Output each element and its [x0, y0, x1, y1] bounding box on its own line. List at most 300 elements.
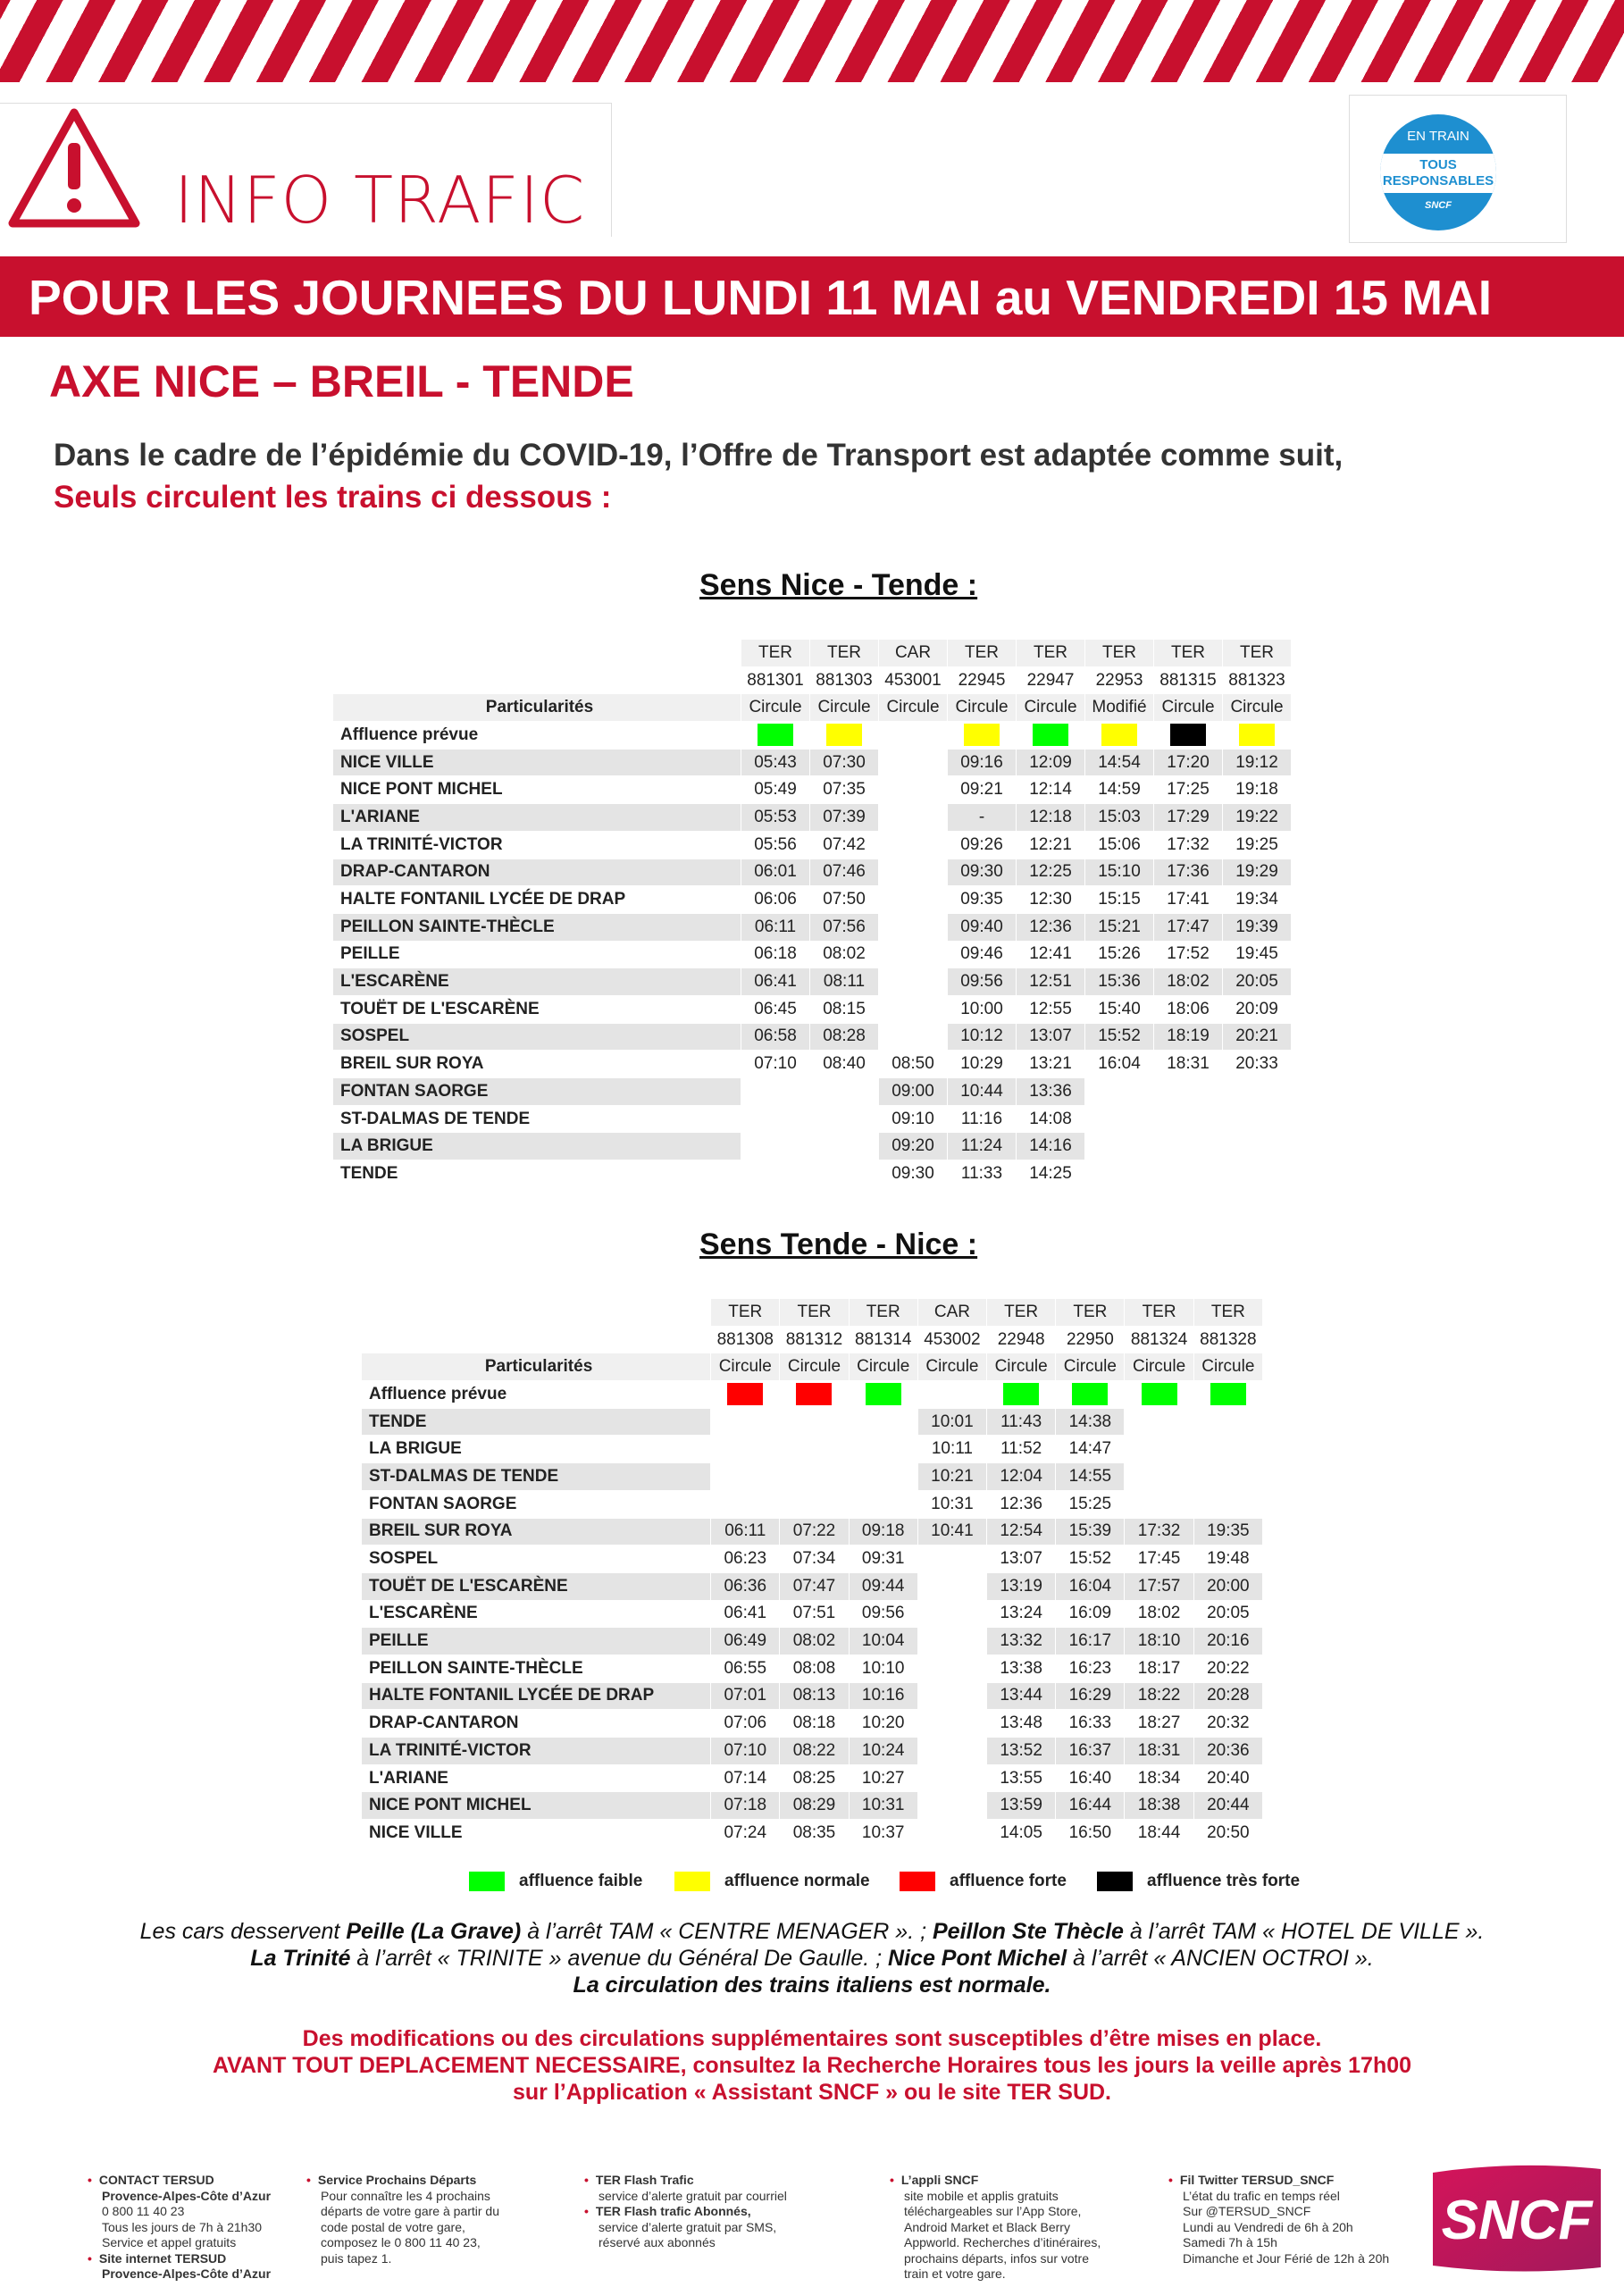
- departure-time: [711, 1408, 780, 1436]
- station-name: NICE PONT MICHEL: [362, 1792, 711, 1820]
- departure-time: 14:05: [987, 1820, 1056, 1847]
- departure-time: 12:30: [1017, 886, 1085, 914]
- station-name: TENDE: [333, 1160, 741, 1188]
- departure-time: 17:20: [1154, 749, 1223, 776]
- departure-time: [741, 1105, 810, 1133]
- departure-time: -: [948, 804, 1017, 832]
- departure-time: [917, 1546, 986, 1573]
- departure-time: 20:36: [1193, 1738, 1262, 1765]
- departure-time: [1223, 1105, 1292, 1133]
- departure-time: 06:55: [711, 1655, 780, 1682]
- departure-time: [879, 831, 948, 859]
- departure-time: 18:27: [1125, 1710, 1193, 1738]
- station-name: FONTAN SAORGE: [333, 1078, 741, 1106]
- departure-time: 19:39: [1223, 913, 1292, 941]
- departure-time: 20:40: [1193, 1764, 1262, 1792]
- departure-time: [849, 1463, 917, 1491]
- departure-time: 11:33: [948, 1160, 1017, 1188]
- train-number: 22947: [1017, 666, 1085, 694]
- train-type: TER: [741, 640, 810, 667]
- departure-time: 12:36: [987, 1490, 1056, 1518]
- departure-time: [1125, 1490, 1193, 1518]
- warning-line3: sur l’Application « Assistant SNCF » ou le site TER SUD.: [512, 2080, 1112, 2105]
- station-row: [362, 1820, 1263, 1847]
- particularites-label: Particularités: [333, 694, 741, 722]
- departure-time: 09:30: [948, 859, 1017, 886]
- departure-time: 07:18: [711, 1792, 780, 1820]
- status-row: [333, 694, 1292, 722]
- station-name: BREIL SUR ROYA: [333, 1051, 741, 1078]
- departure-time: 19:45: [1223, 941, 1292, 968]
- affluence-green-swatch: [1142, 1383, 1177, 1405]
- intro-line1: Dans le cadre de l’épidémie du COVID-19, l’Offre de Transport est adaptée comme suit,: [54, 438, 1344, 473]
- departure-time: 19:35: [1193, 1518, 1262, 1546]
- departure-time: 10:10: [849, 1655, 917, 1682]
- station-name: HALTE FONTANIL LYCÉE DE DRAP: [333, 886, 741, 914]
- departure-time: 16:33: [1056, 1710, 1125, 1738]
- departure-time: [741, 1078, 810, 1106]
- departure-time: 10:01: [917, 1408, 986, 1436]
- departure-time: 07:46: [810, 859, 879, 886]
- departure-time: [917, 1682, 986, 1710]
- departure-time: [849, 1436, 917, 1463]
- station-name: PEILLE: [362, 1628, 711, 1655]
- affluence-label: Affluence prévue: [362, 1381, 711, 1409]
- train-number-row: [362, 1326, 1263, 1353]
- departure-time: 18:19: [1154, 1023, 1223, 1051]
- station-name: BREIL SUR ROYA: [362, 1518, 711, 1546]
- train-status: Circule: [711, 1353, 780, 1381]
- departure-time: [849, 1408, 917, 1436]
- train-type: CAR: [879, 640, 948, 667]
- departure-time: 06:41: [711, 1600, 780, 1628]
- note-line1: Les cars desservent Peille (La Grave) à l’arrêt TAM « CENTRE MENAGER ». ; Peillon Ste Thècle à l’arrêt TAM « HOTEL DE VILLE ».: [139, 1919, 1485, 1944]
- station-row: [333, 1133, 1292, 1160]
- header-blank: [333, 640, 741, 667]
- train-type: TER: [849, 1299, 917, 1327]
- train-status: Circule: [780, 1353, 849, 1381]
- departure-time: 07:01: [711, 1682, 780, 1710]
- departure-time: 15:26: [1085, 941, 1154, 968]
- train-status: Circule: [879, 694, 948, 722]
- departure-time: [780, 1408, 849, 1436]
- departure-time: [1193, 1408, 1262, 1436]
- station-name: ST-DALMAS DE TENDE: [362, 1463, 711, 1491]
- affluence-cell: [741, 722, 810, 750]
- footer-prochains-departs: • Service Prochains Départs Pour connaître les 4 prochains départs de votre gare à partir du code postal de votre gare, composez le 0 800 11 40 23, puis tapez 1.: [321, 2173, 499, 2266]
- departure-time: 19:34: [1223, 886, 1292, 914]
- departure-time: 20:28: [1193, 1682, 1262, 1710]
- departure-time: 20:33: [1223, 1051, 1292, 1078]
- train-status: Circule: [849, 1353, 917, 1381]
- departure-time: 18:34: [1125, 1764, 1193, 1792]
- train-type: TER: [1125, 1299, 1193, 1327]
- footer-twitter: • Fil Twitter TERSUD_SNCF L’état du trafic en temps réel Sur @TERSUD_SNCF Lundi au Vendredi de 6h à 20h Samedi 7h à 15h Dimanche et Jour Férié de 12h à 20h: [1183, 2173, 1389, 2266]
- train-type: TER: [1017, 640, 1085, 667]
- departure-time: 12:14: [1017, 776, 1085, 804]
- station-name: TENDE: [362, 1408, 711, 1436]
- train-status: Modifié: [1085, 694, 1154, 722]
- departure-time: 13:38: [987, 1655, 1056, 1682]
- train-status: Circule: [948, 694, 1017, 722]
- departure-time: 11:43: [987, 1408, 1056, 1436]
- footer-appli-sncf: • L’appli SNCF site mobile et applis gratuits téléchargeables sur l’App Store, Android Market et Black Berry Appworld. Recherches d’itinéraires, prochains départs, infos sur votre train et votre gare.: [904, 2173, 1101, 2283]
- departure-time: [879, 913, 948, 941]
- affluence-green-swatch: [1072, 1383, 1108, 1405]
- departure-time: 09:44: [849, 1572, 917, 1600]
- departure-time: 14:25: [1017, 1160, 1085, 1188]
- departure-time: 19:12: [1223, 749, 1292, 776]
- station-row: [362, 1572, 1263, 1600]
- departure-time: 13:36: [1017, 1078, 1085, 1106]
- train-type: TER: [711, 1299, 780, 1327]
- departure-time: 06:11: [741, 913, 810, 941]
- legend-swatch-green: [469, 1872, 505, 1891]
- departure-time: 18:10: [1125, 1628, 1193, 1655]
- departure-time: 18:31: [1154, 1051, 1223, 1078]
- departure-time: 18:31: [1125, 1738, 1193, 1765]
- departure-time: 12:51: [1017, 968, 1085, 996]
- departure-time: 05:56: [741, 831, 810, 859]
- legend-label: affluence faible: [519, 1872, 643, 1890]
- departure-time: [810, 1133, 879, 1160]
- departure-time: [1125, 1436, 1193, 1463]
- header-stripes: [0, 0, 1624, 82]
- departure-time: [711, 1436, 780, 1463]
- departure-time: 15:52: [1085, 1023, 1154, 1051]
- departure-time: 09:21: [948, 776, 1017, 804]
- departure-time: 17:45: [1125, 1546, 1193, 1573]
- affluence-green-swatch: [758, 724, 793, 746]
- train-type: TER: [1085, 640, 1154, 667]
- affluence-green-swatch: [1033, 724, 1068, 746]
- departure-time: [917, 1792, 986, 1820]
- station-name: ST-DALMAS DE TENDE: [333, 1105, 741, 1133]
- departure-time: [1085, 1133, 1154, 1160]
- train-number: 453002: [917, 1326, 986, 1353]
- affluence-cell: [987, 1381, 1056, 1409]
- departure-time: 09:10: [879, 1105, 948, 1133]
- sncf-logo-text: SNCF: [1441, 2190, 1593, 2251]
- departure-time: 08:25: [780, 1764, 849, 1792]
- departure-time: 12:54: [987, 1518, 1056, 1546]
- departure-time: 13:52: [987, 1738, 1056, 1765]
- tous-responsables-badge: [1380, 114, 1496, 230]
- train-number: 881312: [780, 1326, 849, 1353]
- departure-time: 06:49: [711, 1628, 780, 1655]
- train-type-row: [333, 640, 1292, 667]
- departure-time: 14:47: [1056, 1436, 1125, 1463]
- station-row: [362, 1463, 1263, 1491]
- station-row: [362, 1628, 1263, 1655]
- station-row: [333, 886, 1292, 914]
- departure-time: 10:44: [948, 1078, 1017, 1106]
- departure-time: [741, 1133, 810, 1160]
- departure-time: 09:20: [879, 1133, 948, 1160]
- departure-time: 08:40: [810, 1051, 879, 1078]
- train-number: 881323: [1223, 666, 1292, 694]
- departure-time: 19:18: [1223, 776, 1292, 804]
- departure-time: 12:55: [1017, 995, 1085, 1023]
- station-row: [362, 1490, 1263, 1518]
- station-row: [333, 831, 1292, 859]
- train-type: CAR: [917, 1299, 986, 1327]
- departure-time: 20:16: [1193, 1628, 1262, 1655]
- axe-title: AXE NICE – BREIL - TENDE: [49, 356, 634, 406]
- departure-time: 12:04: [987, 1463, 1056, 1491]
- warning-line2: AVANT TOUT DEPLACEMENT NECESSAIRE, consultez la Recherche Horaires tous les jours la veille après 17h00: [212, 2053, 1412, 2078]
- departure-time: [879, 968, 948, 996]
- train-status: Circule: [1056, 1353, 1125, 1381]
- affluence-green-swatch: [1003, 1383, 1039, 1405]
- departure-time: 16:17: [1056, 1628, 1125, 1655]
- departure-time: 18:06: [1154, 995, 1223, 1023]
- station-row: [362, 1546, 1263, 1573]
- note-line3: La circulation des trains italiens est normale.: [573, 1973, 1051, 1998]
- station-row: [333, 859, 1292, 886]
- departure-time: 10:20: [849, 1710, 917, 1738]
- departure-time: 10:37: [849, 1820, 917, 1847]
- departure-time: 14:59: [1085, 776, 1154, 804]
- station-row: [333, 968, 1292, 996]
- departure-time: 19:48: [1193, 1546, 1262, 1573]
- departure-time: 10:31: [917, 1490, 986, 1518]
- legend-item: [900, 1872, 1067, 1891]
- departure-time: 09:00: [879, 1078, 948, 1106]
- departure-time: 13:48: [987, 1710, 1056, 1738]
- departure-time: 09:35: [948, 886, 1017, 914]
- departure-time: [879, 995, 948, 1023]
- station-name: LA BRIGUE: [362, 1436, 711, 1463]
- departure-time: 17:25: [1154, 776, 1223, 804]
- departure-time: 09:26: [948, 831, 1017, 859]
- departure-time: 10:27: [849, 1764, 917, 1792]
- affluence-cell: [810, 722, 879, 750]
- departure-time: 07:34: [780, 1546, 849, 1573]
- train-type: TER: [1223, 640, 1292, 667]
- affluence-red-swatch: [796, 1383, 832, 1405]
- train-status: Circule: [810, 694, 879, 722]
- departure-time: [810, 1160, 879, 1188]
- departure-time: 12:09: [1017, 749, 1085, 776]
- station-name: FONTAN SAORGE: [362, 1490, 711, 1518]
- station-name: LA TRINITÉ-VICTOR: [362, 1738, 711, 1765]
- legend-item: [469, 1872, 642, 1891]
- departure-time: 08:28: [810, 1023, 879, 1051]
- station-row: [333, 995, 1292, 1023]
- affluence-yellow-swatch: [1101, 724, 1137, 746]
- departure-time: [711, 1463, 780, 1491]
- departure-time: [1154, 1133, 1223, 1160]
- departure-time: 15:25: [1056, 1490, 1125, 1518]
- station-name: TOUËT DE L'ESCARÈNE: [333, 995, 741, 1023]
- affluence-row: [333, 722, 1292, 750]
- timetable-tende-nice: [361, 1298, 1263, 1847]
- status-row: [362, 1353, 1263, 1381]
- departure-time: 15:15: [1085, 886, 1154, 914]
- departure-time: 06:06: [741, 886, 810, 914]
- departure-time: 10:41: [917, 1518, 986, 1546]
- departure-time: 20:05: [1223, 968, 1292, 996]
- departure-time: 07:39: [810, 804, 879, 832]
- departure-time: 13:32: [987, 1628, 1056, 1655]
- footer-flash-trafic: • TER Flash Trafic service d’alerte gratuit par courriel • TER Flash trafic Abonnés, service d’alerte gratuit par SMS, réservé aux abonnés: [599, 2173, 787, 2251]
- departure-time: 07:10: [711, 1738, 780, 1765]
- header-blank: [362, 1326, 711, 1353]
- timetable-nice-tende: [332, 639, 1292, 1188]
- departure-time: [810, 1078, 879, 1106]
- departure-time: 13:19: [987, 1572, 1056, 1600]
- departure-time: 17:41: [1154, 886, 1223, 914]
- departure-time: 08:18: [780, 1710, 849, 1738]
- station-name: LA BRIGUE: [333, 1133, 741, 1160]
- page-title: INFO TRAFIC: [174, 163, 586, 238]
- affluence-cell: [879, 722, 948, 750]
- departure-time: 06:23: [711, 1546, 780, 1573]
- departure-time: 15:40: [1085, 995, 1154, 1023]
- affluence-cell: [1125, 1381, 1193, 1409]
- note-line2: La Trinité à l’arrêt « TRINITE » avenue du Général De Gaulle. ; Nice Pont Michel à l’arrêt « ANCIEN OCTROI ».: [250, 1946, 1374, 1971]
- station-row: [362, 1518, 1263, 1546]
- train-status: Circule: [1017, 694, 1085, 722]
- departure-time: 19:25: [1223, 831, 1292, 859]
- station-row: [333, 1105, 1292, 1133]
- departure-time: [879, 804, 948, 832]
- affluence-green-swatch: [1210, 1383, 1246, 1405]
- departure-time: [1223, 1160, 1292, 1188]
- affluence-row: [362, 1381, 1263, 1409]
- affluence-green-swatch: [866, 1383, 901, 1405]
- station-row: [333, 1078, 1292, 1106]
- warning-line1: Des modifications ou des circulations supplémentaires sont susceptibles d’être mises en place.: [302, 2026, 1322, 2051]
- date-banner-text: POUR LES JOURNEES DU LUNDI 11 MAI au VENDREDI 15 MAI: [29, 270, 1493, 325]
- header-blank: [333, 666, 741, 694]
- station-name: HALTE FONTANIL LYCÉE DE DRAP: [362, 1682, 711, 1710]
- departure-time: [849, 1490, 917, 1518]
- departure-time: 12:21: [1017, 831, 1085, 859]
- train-number: 881314: [849, 1326, 917, 1353]
- departure-time: [1193, 1463, 1262, 1491]
- train-number-row: [333, 666, 1292, 694]
- departure-time: 06:41: [741, 968, 810, 996]
- train-status: Circule: [1223, 694, 1292, 722]
- station-name: NICE PONT MICHEL: [333, 776, 741, 804]
- station-name: L'ESCARÈNE: [362, 1600, 711, 1628]
- departure-time: 13:24: [987, 1600, 1056, 1628]
- departure-time: 06:18: [741, 941, 810, 968]
- departure-time: 08:50: [879, 1051, 948, 1078]
- departure-time: 07:56: [810, 913, 879, 941]
- station-row: [333, 749, 1292, 776]
- departure-time: 14:54: [1085, 749, 1154, 776]
- train-status: Circule: [1193, 1353, 1262, 1381]
- departure-time: 07:30: [810, 749, 879, 776]
- departure-time: [1085, 1105, 1154, 1133]
- departure-time: 06:45: [741, 995, 810, 1023]
- table1-title: Sens Nice - Tende :: [699, 568, 978, 602]
- station-name: NICE VILLE: [333, 749, 741, 776]
- departure-time: [1125, 1463, 1193, 1491]
- departure-time: [741, 1160, 810, 1188]
- station-row: [333, 776, 1292, 804]
- departure-time: [780, 1490, 849, 1518]
- affluence-cell: [849, 1381, 917, 1409]
- train-type-row: [362, 1299, 1263, 1327]
- departure-time: 15:21: [1085, 913, 1154, 941]
- departure-time: 08:29: [780, 1792, 849, 1820]
- station-name: PEILLON SAINTE-THÈCLE: [333, 913, 741, 941]
- departure-time: 13:59: [987, 1792, 1056, 1820]
- station-row: [333, 804, 1292, 832]
- departure-time: [917, 1655, 986, 1682]
- train-number: 881301: [741, 666, 810, 694]
- departure-time: 08:13: [780, 1682, 849, 1710]
- departure-time: 15:52: [1056, 1546, 1125, 1573]
- intro-line2: Seuls circulent les trains ci dessous :: [54, 480, 612, 515]
- departure-time: [917, 1572, 986, 1600]
- legend-item: [1097, 1872, 1300, 1891]
- departure-time: 10:12: [948, 1023, 1017, 1051]
- affluence-label: Affluence prévue: [333, 722, 741, 750]
- departure-time: 13:44: [987, 1682, 1056, 1710]
- badge-line2: TOUS RESPONSABLES: [1382, 157, 1494, 188]
- train-type: TER: [1154, 640, 1223, 667]
- departure-time: 14:08: [1017, 1105, 1085, 1133]
- departure-time: 15:10: [1085, 859, 1154, 886]
- affluence-cell: [711, 1381, 780, 1409]
- station-row: [362, 1764, 1263, 1792]
- departure-time: 09:31: [849, 1546, 917, 1573]
- departure-time: [1193, 1436, 1262, 1463]
- train-number: 881315: [1154, 666, 1223, 694]
- station-name: SOSPEL: [333, 1023, 741, 1051]
- departure-time: 17:36: [1154, 859, 1223, 886]
- station-row: [333, 941, 1292, 968]
- station-name: L'ARIANE: [362, 1764, 711, 1792]
- departure-time: [780, 1436, 849, 1463]
- departure-time: 11:16: [948, 1105, 1017, 1133]
- departure-time: 08:35: [780, 1820, 849, 1847]
- station-name: PEILLON SAINTE-THÈCLE: [362, 1655, 711, 1682]
- footer-contact: • CONTACT TERSUD Provence-Alpes-Côte d’Azur 0 800 11 40 23 Tous les jours de 7h à 21h30 Service et appel gratuits • Site internet TERSUD Provence-Alpes-Côte d’Azur: [102, 2173, 271, 2283]
- departure-time: 19:22: [1223, 804, 1292, 832]
- departure-time: 12:25: [1017, 859, 1085, 886]
- station-row: [362, 1682, 1263, 1710]
- departure-time: 13:07: [1017, 1023, 1085, 1051]
- departure-time: 17:32: [1125, 1518, 1193, 1546]
- departure-time: 12:36: [1017, 913, 1085, 941]
- station-row: [333, 1023, 1292, 1051]
- sncf-logo: [1427, 2160, 1606, 2276]
- departure-time: [879, 1023, 948, 1051]
- train-number: 453001: [879, 666, 948, 694]
- departure-time: 08:22: [780, 1738, 849, 1765]
- departure-time: 10:29: [948, 1051, 1017, 1078]
- departure-time: 14:38: [1056, 1408, 1125, 1436]
- station-name: TOUËT DE L'ESCARÈNE: [362, 1572, 711, 1600]
- station-row: [362, 1738, 1263, 1765]
- departure-time: 07:50: [810, 886, 879, 914]
- departure-time: 08:08: [780, 1655, 849, 1682]
- departure-time: 13:55: [987, 1764, 1056, 1792]
- departure-time: 17:32: [1154, 831, 1223, 859]
- departure-time: [879, 941, 948, 968]
- legend-swatch-yellow: [674, 1872, 710, 1891]
- departure-time: 16:29: [1056, 1682, 1125, 1710]
- departure-time: 17:57: [1125, 1572, 1193, 1600]
- departure-time: 08:02: [810, 941, 879, 968]
- departure-time: [917, 1738, 986, 1765]
